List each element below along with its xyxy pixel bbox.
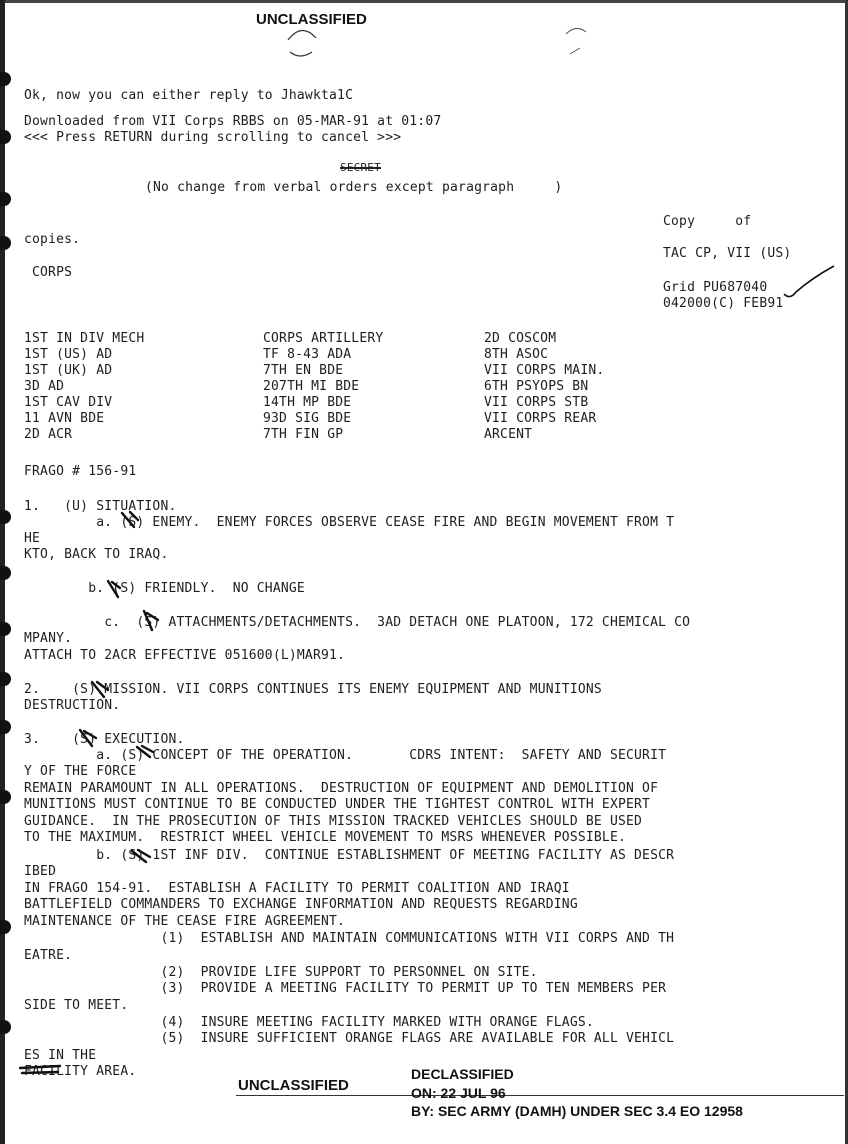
secret-marking: SECRET	[340, 161, 381, 174]
unit-name: ARCENT	[484, 427, 533, 442]
order-line: 1. (U) SITUATION.	[24, 499, 177, 514]
unit-name: 2D COSCOM	[484, 331, 557, 346]
unit-name: VII CORPS MAIN.	[484, 363, 605, 378]
order-line: KTO, BACK TO IRAQ.	[24, 547, 169, 562]
order-line: 2. (S) MISSION. VII CORPS CONTINUES ITS ENEMY EQUIPMENT AND MUNITIONS	[24, 682, 602, 697]
order-line: HE	[24, 531, 41, 546]
order-line: MUNITIONS MUST CONTINUE TO BE CONDUCTED UNDER THE TIGHTEST CONTROL WITH EXPERT	[24, 797, 651, 812]
unit-name: 1ST (UK) AD	[24, 363, 113, 378]
unit-name: 7TH FIN GP	[263, 427, 344, 442]
order-line: (1) ESTABLISH AND MAINTAIN COMMUNICATIONS WITH VII CORPS AND TH	[24, 931, 675, 946]
order-line: EATRE.	[24, 948, 73, 963]
order-line: (4) INSURE MEETING FACILITY MARKED WITH ORANGE FLAGS.	[24, 1015, 594, 1030]
order-line: (3) PROVIDE A MEETING FACILITY TO PERMIT UP TO TEN MEMBERS PER	[24, 981, 667, 996]
unit-name: 93D SIG BDE	[263, 411, 352, 426]
order-line: (5) INSURE SUFFICIENT ORANGE FLAGS ARE AVAILABLE FOR ALL VEHICL	[24, 1031, 675, 1046]
order-line: c. (S) ATTACHMENTS/DETACHMENTS. 3AD DETACH ONE PLATOON, 172 CHEMICAL CO	[24, 615, 691, 630]
unit-name: VII CORPS REAR	[484, 411, 597, 426]
unit-name: CORPS ARTILLERY	[263, 331, 384, 346]
order-line: a. (S) CONCEPT OF THE OPERATION. CDRS INTENT: SAFETY AND SECURIT	[24, 748, 667, 763]
unit-name: 8TH ASOC	[484, 347, 549, 362]
unit-name: 207TH MI BDE	[263, 379, 360, 394]
order-line: b. (S) 1ST INF DIV. CONTINUE ESTABLISHMENT OF MEETING FACILITY AS DESCR	[24, 848, 675, 863]
grid-line: Grid PU687040	[663, 280, 768, 295]
unit-name: 1ST IN DIV MECH	[24, 331, 145, 346]
corps-label: CORPS	[32, 265, 73, 280]
order-line: DESTRUCTION.	[24, 698, 121, 713]
order-line: BATTLEFIELD COMMANDERS TO EXCHANGE INFORMATION AND REQUESTS REGARDING	[24, 897, 578, 912]
order-line: 3. (S) EXECUTION.	[24, 732, 185, 747]
intro-line: Ok, now you can either reply to Jhawkta1C	[24, 88, 354, 103]
frago-number: FRAGO # 156-91	[24, 464, 137, 479]
unit-name: 11 AVN BDE	[24, 411, 105, 426]
order-line: a. (S) ENEMY. ENEMY FORCES OBSERVE CEASE FIRE AND BEGIN MOVEMENT FROM T	[24, 515, 675, 530]
declassified-authority: BY: SEC ARMY (DAMH) UNDER SEC 3.4 EO 12958	[411, 1103, 743, 1119]
footer-rule	[236, 1095, 844, 1096]
unit-name: 14TH MP BDE	[263, 395, 352, 410]
unit-name: 3D AD	[24, 379, 65, 394]
order-line: Y OF THE FORCE	[24, 764, 137, 779]
classification-top: UNCLASSIFIED	[256, 11, 367, 28]
download-line: Downloaded from VII Corps RBBS on 05-MAR-91 at 01:07	[24, 114, 442, 129]
order-line: (2) PROVIDE LIFE SUPPORT TO PERSONNEL ON SITE.	[24, 965, 538, 980]
copies-label: copies.	[24, 232, 81, 247]
order-line: SIDE TO MEET.	[24, 998, 129, 1013]
declassified-stamp: DECLASSIFIED	[411, 1066, 514, 1082]
unit-name: VII CORPS STB	[484, 395, 589, 410]
date-time-group: 042000(C) FEB91	[663, 296, 784, 311]
unit-name: 1ST (US) AD	[24, 347, 113, 362]
order-line: GUIDANCE. IN THE PROSECUTION OF THIS MISSION TRACKED VEHICLES SHOULD BE USED	[24, 814, 643, 829]
order-line: FACILITY AREA.	[24, 1064, 137, 1079]
copy-line: Copy of	[663, 214, 752, 229]
declassified-date: ON: 22 JUL 96	[411, 1085, 506, 1101]
order-line: ES IN THE	[24, 1048, 97, 1063]
classification-bottom: UNCLASSIFIED	[238, 1077, 349, 1094]
order-line: IN FRAGO 154-91. ESTABLISH A FACILITY TO PERMIT COALITION AND IRAQI	[24, 881, 570, 896]
order-line: MAINTENANCE OF THE CEASE FIRE AGREEMENT.	[24, 914, 346, 929]
tac-cp-line: TAC CP, VII (US)	[663, 246, 792, 261]
paragraph-note: (No change from verbal orders except paragraph )	[145, 180, 563, 195]
unit-name: 7TH EN BDE	[263, 363, 344, 378]
unit-name: 2D ACR	[24, 427, 73, 442]
unit-name: 6TH PSYOPS BN	[484, 379, 589, 394]
press-return-line: <<< Press RETURN during scrolling to cancel >>>	[24, 130, 402, 145]
order-line: MPANY.	[24, 631, 73, 646]
unit-name: TF 8-43 ADA	[263, 347, 352, 362]
order-line: b. (S) FRIENDLY. NO CHANGE	[24, 581, 305, 596]
order-line: TO THE MAXIMUM. RESTRICT WHEEL VEHICLE MOVEMENT TO MSRS WHENEVER POSSIBLE.	[24, 830, 626, 845]
unit-name: 1ST CAV DIV	[24, 395, 113, 410]
order-line: REMAIN PARAMOUNT IN ALL OPERATIONS. DESTRUCTION OF EQUIPMENT AND DEMOLITION OF	[24, 781, 659, 796]
order-line: IBED	[24, 864, 57, 879]
order-line: ATTACH TO 2ACR EFFECTIVE 051600(L)MAR91.	[24, 648, 346, 663]
